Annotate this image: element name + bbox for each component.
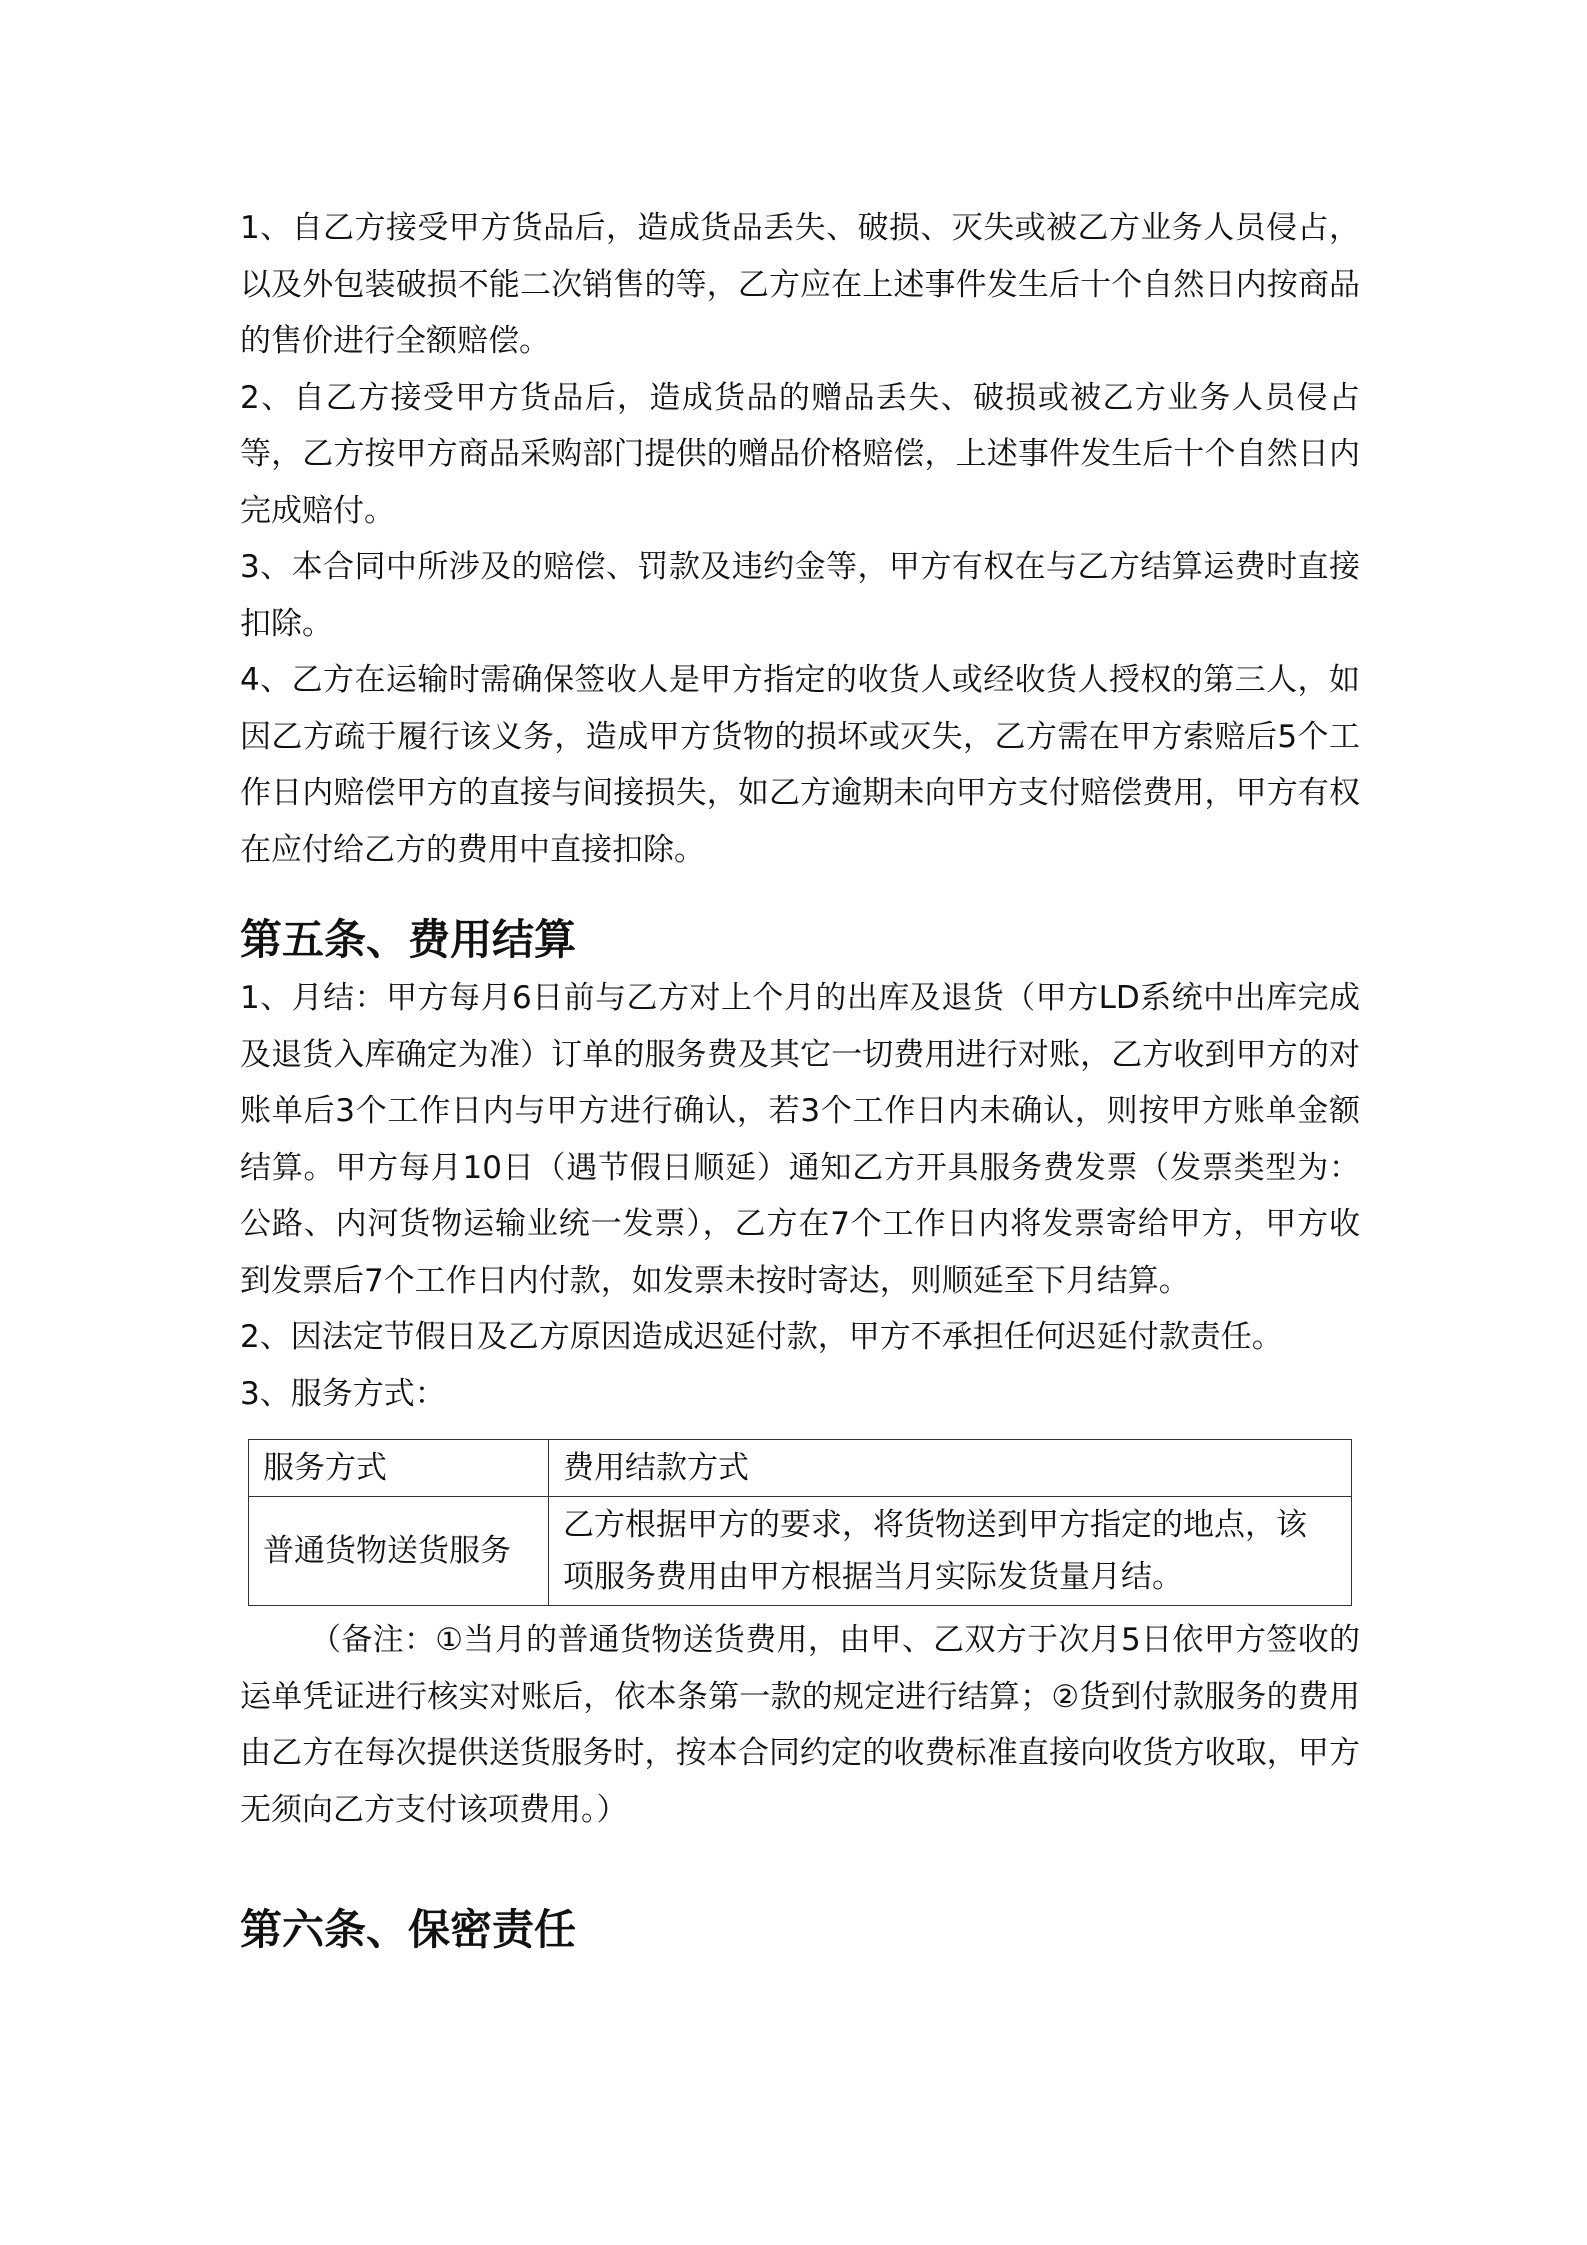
fee-clause-1: 1、月结：甲方每月6日前与乙方对上个月的出库及退货（甲方LD系统中出库完成及退货入库确定为准）订单的服务费及其它一切费用进行对账，乙方收到甲方的对账单后3个工作日内与甲方进行确认，若3个工作日内未确认，则按甲方账单金额结算。甲方每月10日（遇节假日顺延）通知乙方开具服务费发票（发票类型为： 公路、内河货物运输业统一发票），乙方在7个工作日内将发票寄给甲方，甲方收到发票后7个工作日内付款，如发票未按时寄达，则顺延至下月结算。 [240, 980, 1360, 1299]
fee-clause-3: 3、服务方式： [240, 1375, 446, 1412]
service-table-wrapper [248, 1439, 1352, 1606]
section-heading-fee-settlement: 第五条、费用结算 [240, 915, 577, 964]
table-cell-service: 普通货物送货服务 [249, 1497, 549, 1606]
compensation-clause-2: 2、自乙方接受甲方货品后，造成货品的赠品丢失、破损或被乙方业务人员侵占等，乙方按甲方商品采购部门提供的赠品价格赔偿，上述事件发生后十个自然日内完成赔付。 [240, 379, 1360, 529]
fee-clause-2: 2、因法定节假日及乙方原因造成迟延付款，甲方不承担任何迟延付款责任。 [240, 1319, 1283, 1355]
section-heading-confidentiality: 第六条、保密责任 [240, 1905, 577, 1954]
table-header-cell-payment: 费用结款方式 [549, 1440, 1352, 1497]
fee-note: （备注：①当月的普通货物送货费用，由甲、乙双方于次月5日依甲方签收的运单凭证进行核实对账后，依本条第一款的规定进行结算；②货到付款服务的费用由乙方在每次提供送货服务时，按本合同约定的收费标准直接向收货方收取，甲方无须向乙方支付该项费用。） [240, 1622, 1360, 1828]
compensation-clause-1: 1、自乙方接受甲方货品后，造成货品丢失、破损、灭失或被乙方业务人员侵占，以及外包装破损不能二次销售的等，乙方应在上述事件发生后十个自然日内按商品的售价进行全额赔偿。 [240, 210, 1360, 359]
table-cell-payment: 乙方根据甲方的要求，将货物送到甲方指定的地点，该项服务费用由甲方根据当月实际发货量月结。 [549, 1497, 1352, 1606]
compensation-clause-4: 4、乙方在运输时需确保签收人是甲方指定的收货人或经收货人授权的第三人，如因乙方疏于履行该义务，造成甲方货物的损坏或灭失，乙方需在甲方索赔后5个工作日内赔偿甲方的直接与间接损失，如乙方逾期未向甲方支付赔偿费用，甲方有权在应付给乙方的费用中直接扣除。 [240, 662, 1360, 868]
service-method-table [248, 1439, 1352, 1606]
table-header-row [249, 1440, 1352, 1497]
table-header-cell-service: 服务方式 [249, 1440, 549, 1497]
table-row [249, 1497, 1352, 1606]
document-body [240, 200, 1360, 1960]
compensation-clause-3: 3、本合同中所涉及的赔偿、罚款及违约金等，甲方有权在与乙方结算运费时直接扣除。 [240, 549, 1360, 642]
